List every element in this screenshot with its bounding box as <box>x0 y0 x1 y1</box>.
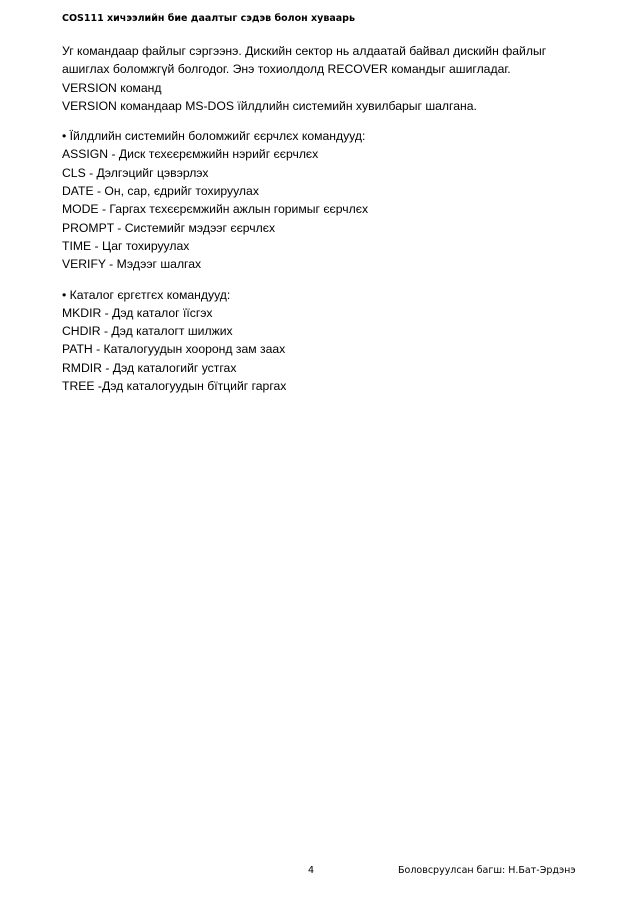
page-number: 4 <box>308 865 315 876</box>
system-commands-heading: • Ïйлдлийн системийн боломжийг єєрчлєх командууд: <box>62 129 366 144</box>
directory-commands-heading: • Каталог єргєтгєх командууд: <box>62 287 231 302</box>
directory-command-item: TREE -Дэд каталогуудын бїтцийг гаргах <box>62 379 287 394</box>
paragraph-gap <box>62 115 592 127</box>
system-command-item: PROMPT - Системийг мэдээг єєрчлєх <box>62 220 276 235</box>
intro-line: Уг командаар файлыг сэргээнэ. Дискийн сектор нь алдаатай байвал дискийн файлыг <box>62 44 547 58</box>
directory-command-item: CHDIR - Дэд каталогт шилжих <box>62 324 233 339</box>
footer-teacher-credit: Боловсруулсан багш: Н.Бат-Эрдэнэ <box>398 865 576 876</box>
document-body <box>62 42 592 395</box>
intro-line: ашиглах боломжгүй болгодог. Энэ тохиолдолд RECOVER командыг ашигладаг. <box>62 62 511 77</box>
system-command-item: CLS - Дэлгэцийг цэвэрлэх <box>62 165 209 180</box>
intro-line: VERSION команд <box>62 80 162 95</box>
paragraph-gap <box>62 274 592 286</box>
system-command-item: TIME - Цаг тохируулах <box>62 238 190 253</box>
directory-command-item: RMDIR - Дэд каталогийг устгах <box>62 360 237 375</box>
page-header-title: COS111 хичээлийн бие даалтыг сэдэв болон хуваарь <box>62 13 355 24</box>
directory-command-item: PATH - Каталогуудын хооронд зам заах <box>62 342 286 357</box>
system-command-item: ASSIGN - Диск тєхєєрємжийн нэрийг єєрчлєх <box>62 147 319 162</box>
system-command-item: VERIFY - Мэдээг шалгах <box>62 257 202 272</box>
directory-command-item: MKDIR - Дэд каталог ïїсгэх <box>62 305 213 320</box>
intro-line: VERSION командаар MS-DOS ïйлдлийн системийн хувилбарыг шалгана. <box>62 98 477 113</box>
system-command-item: DATE - Он, сар, єдрийг тохируулах <box>62 184 259 199</box>
system-command-item: MODE - Гаргах тєхєєрємжийн ажлын горимыг єєрчлєх <box>62 202 369 217</box>
